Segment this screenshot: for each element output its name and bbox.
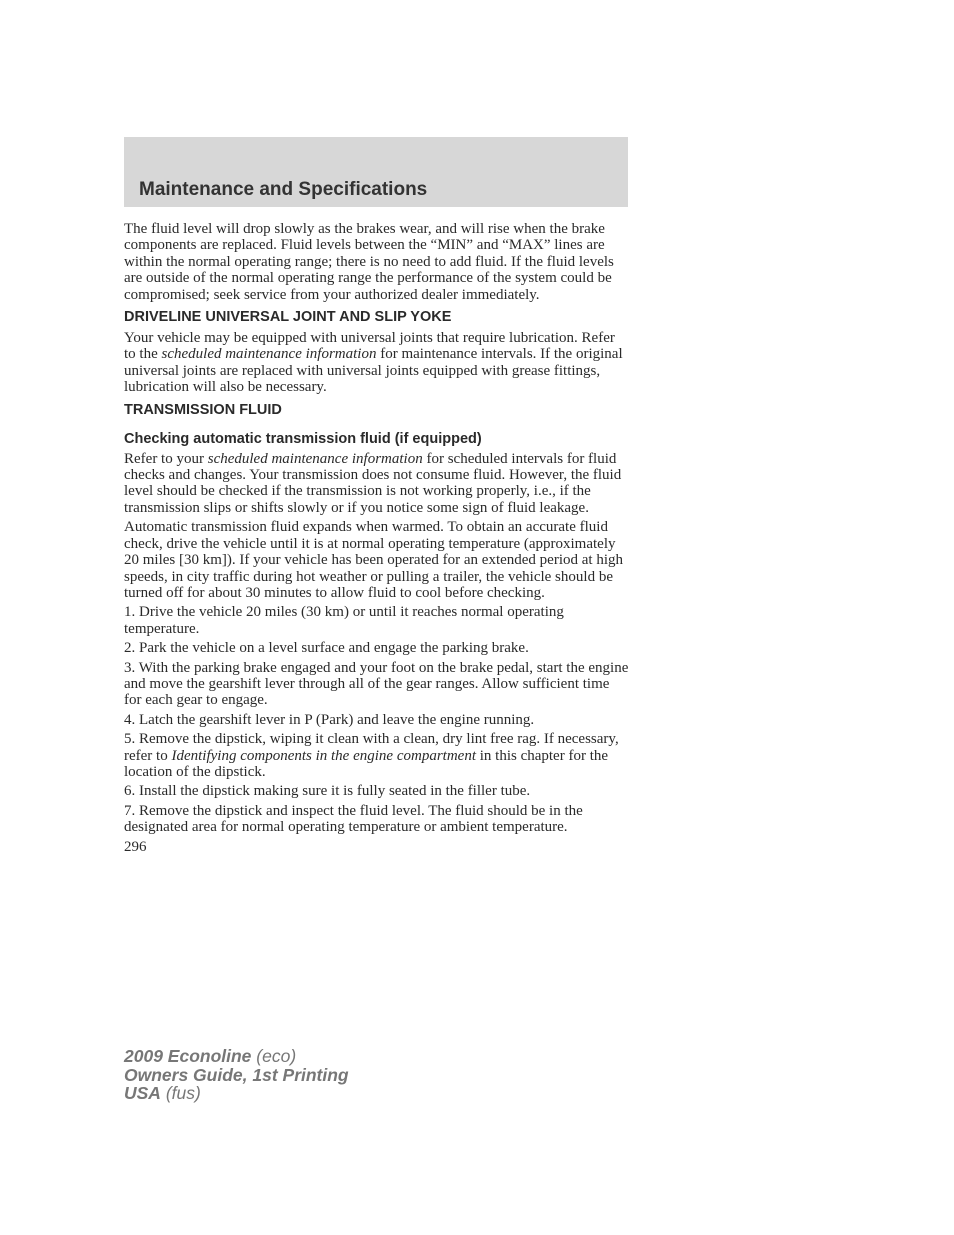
transmission-reference: scheduled maintenance information [207, 450, 423, 467]
footer-line-2: Owners Guide, 1st Printing [124, 1064, 349, 1085]
step-1: 1. Drive the vehicle 20 miles (30 km) or until it reaches normal operating temperature. [124, 604, 564, 637]
page-number: 296 [124, 838, 147, 855]
transmission-heading: TRANSMISSION FLUID [124, 401, 282, 418]
driveline-paragraph: Your vehicle may be equipped with universal joints that require lubrication. Refer to the scheduled maintenance information for maintenance intervals. If the original universal joints are replaced with universal joints equipped with grease fittings, lubrication will also be necessary. [124, 330, 623, 396]
transmission-paragraph-2: Automatic transmission fluid expands when warmed. To obtain an accurate fluid check, drive the vehicle until it is at normal operating temperature (approximately 20 miles [30 km]). If your vehicle has been operated for an extended period at high speeds, in city traffic during hot weather or pulling a trailer, the vehicle should be turned off for about 30 minutes to allow fluid to cool before checking. [124, 519, 623, 601]
step-7: 7. Remove the dipstick and inspect the fluid level. The fluid should be in the designated area for normal operating temperature or ambient temperature. [124, 802, 583, 836]
footer-line-1: 2009 Econoline (eco) [124, 1046, 297, 1066]
step-5: 5. Remove the dipstick, wiping it clean with a clean, dry lint free rag. If necessary, refer to Identifying components in the engine compartment in this chapter for the location of the dipstick. [124, 731, 619, 780]
step-3: 3. With the parking brake engaged and your foot on the brake pedal, start the engine and move the gearshift lever through all of the gear ranges. Allow sufficient time for each gear to engage. [124, 659, 629, 709]
step-2: 2. Park the vehicle on a level surface and engage the parking brake. [124, 640, 529, 657]
footer-line-3: USA (fus) [124, 1083, 201, 1103]
section-title: Maintenance and Specifications [139, 179, 428, 200]
driveline-reference: scheduled maintenance information [161, 346, 377, 363]
step-4: 4. Latch the gearshift lever in P (Park) and leave the engine running. [124, 711, 535, 728]
page-content [124, 221, 630, 858]
transmission-subheading: Checking automatic transmission fluid (if equipped) [124, 430, 482, 447]
section-header [124, 137, 628, 207]
step-5-reference: Identifying components in the engine compartment [171, 747, 476, 764]
step-6: 6. Install the dipstick making sure it is fully seated in the filler tube. [124, 783, 531, 800]
document-footer [124, 1047, 349, 1103]
transmission-paragraph-1: Refer to your scheduled maintenance information for scheduled intervals for fluid checks and changes. Your transmission does not consume fluid. However, the fluid level should be checked if the transmission is not working properly, i.e., if the transmission slips or shifts slowly or if you notice some sign of fluid leakage. [124, 450, 622, 516]
intro-paragraph: The fluid level will drop slowly as the brakes wear, and will rise when the brake components are replaced. Fluid levels between the “MIN” and “MAX” lines are within the normal operating range; there is no need to add fluid. If the fluid levels are outside of the normal operating range the performance of the system could be compromised; seek service from your authorized dealer immediately. [124, 221, 614, 303]
driveline-heading: DRIVELINE UNIVERSAL JOINT AND SLIP YOKE [124, 309, 452, 326]
